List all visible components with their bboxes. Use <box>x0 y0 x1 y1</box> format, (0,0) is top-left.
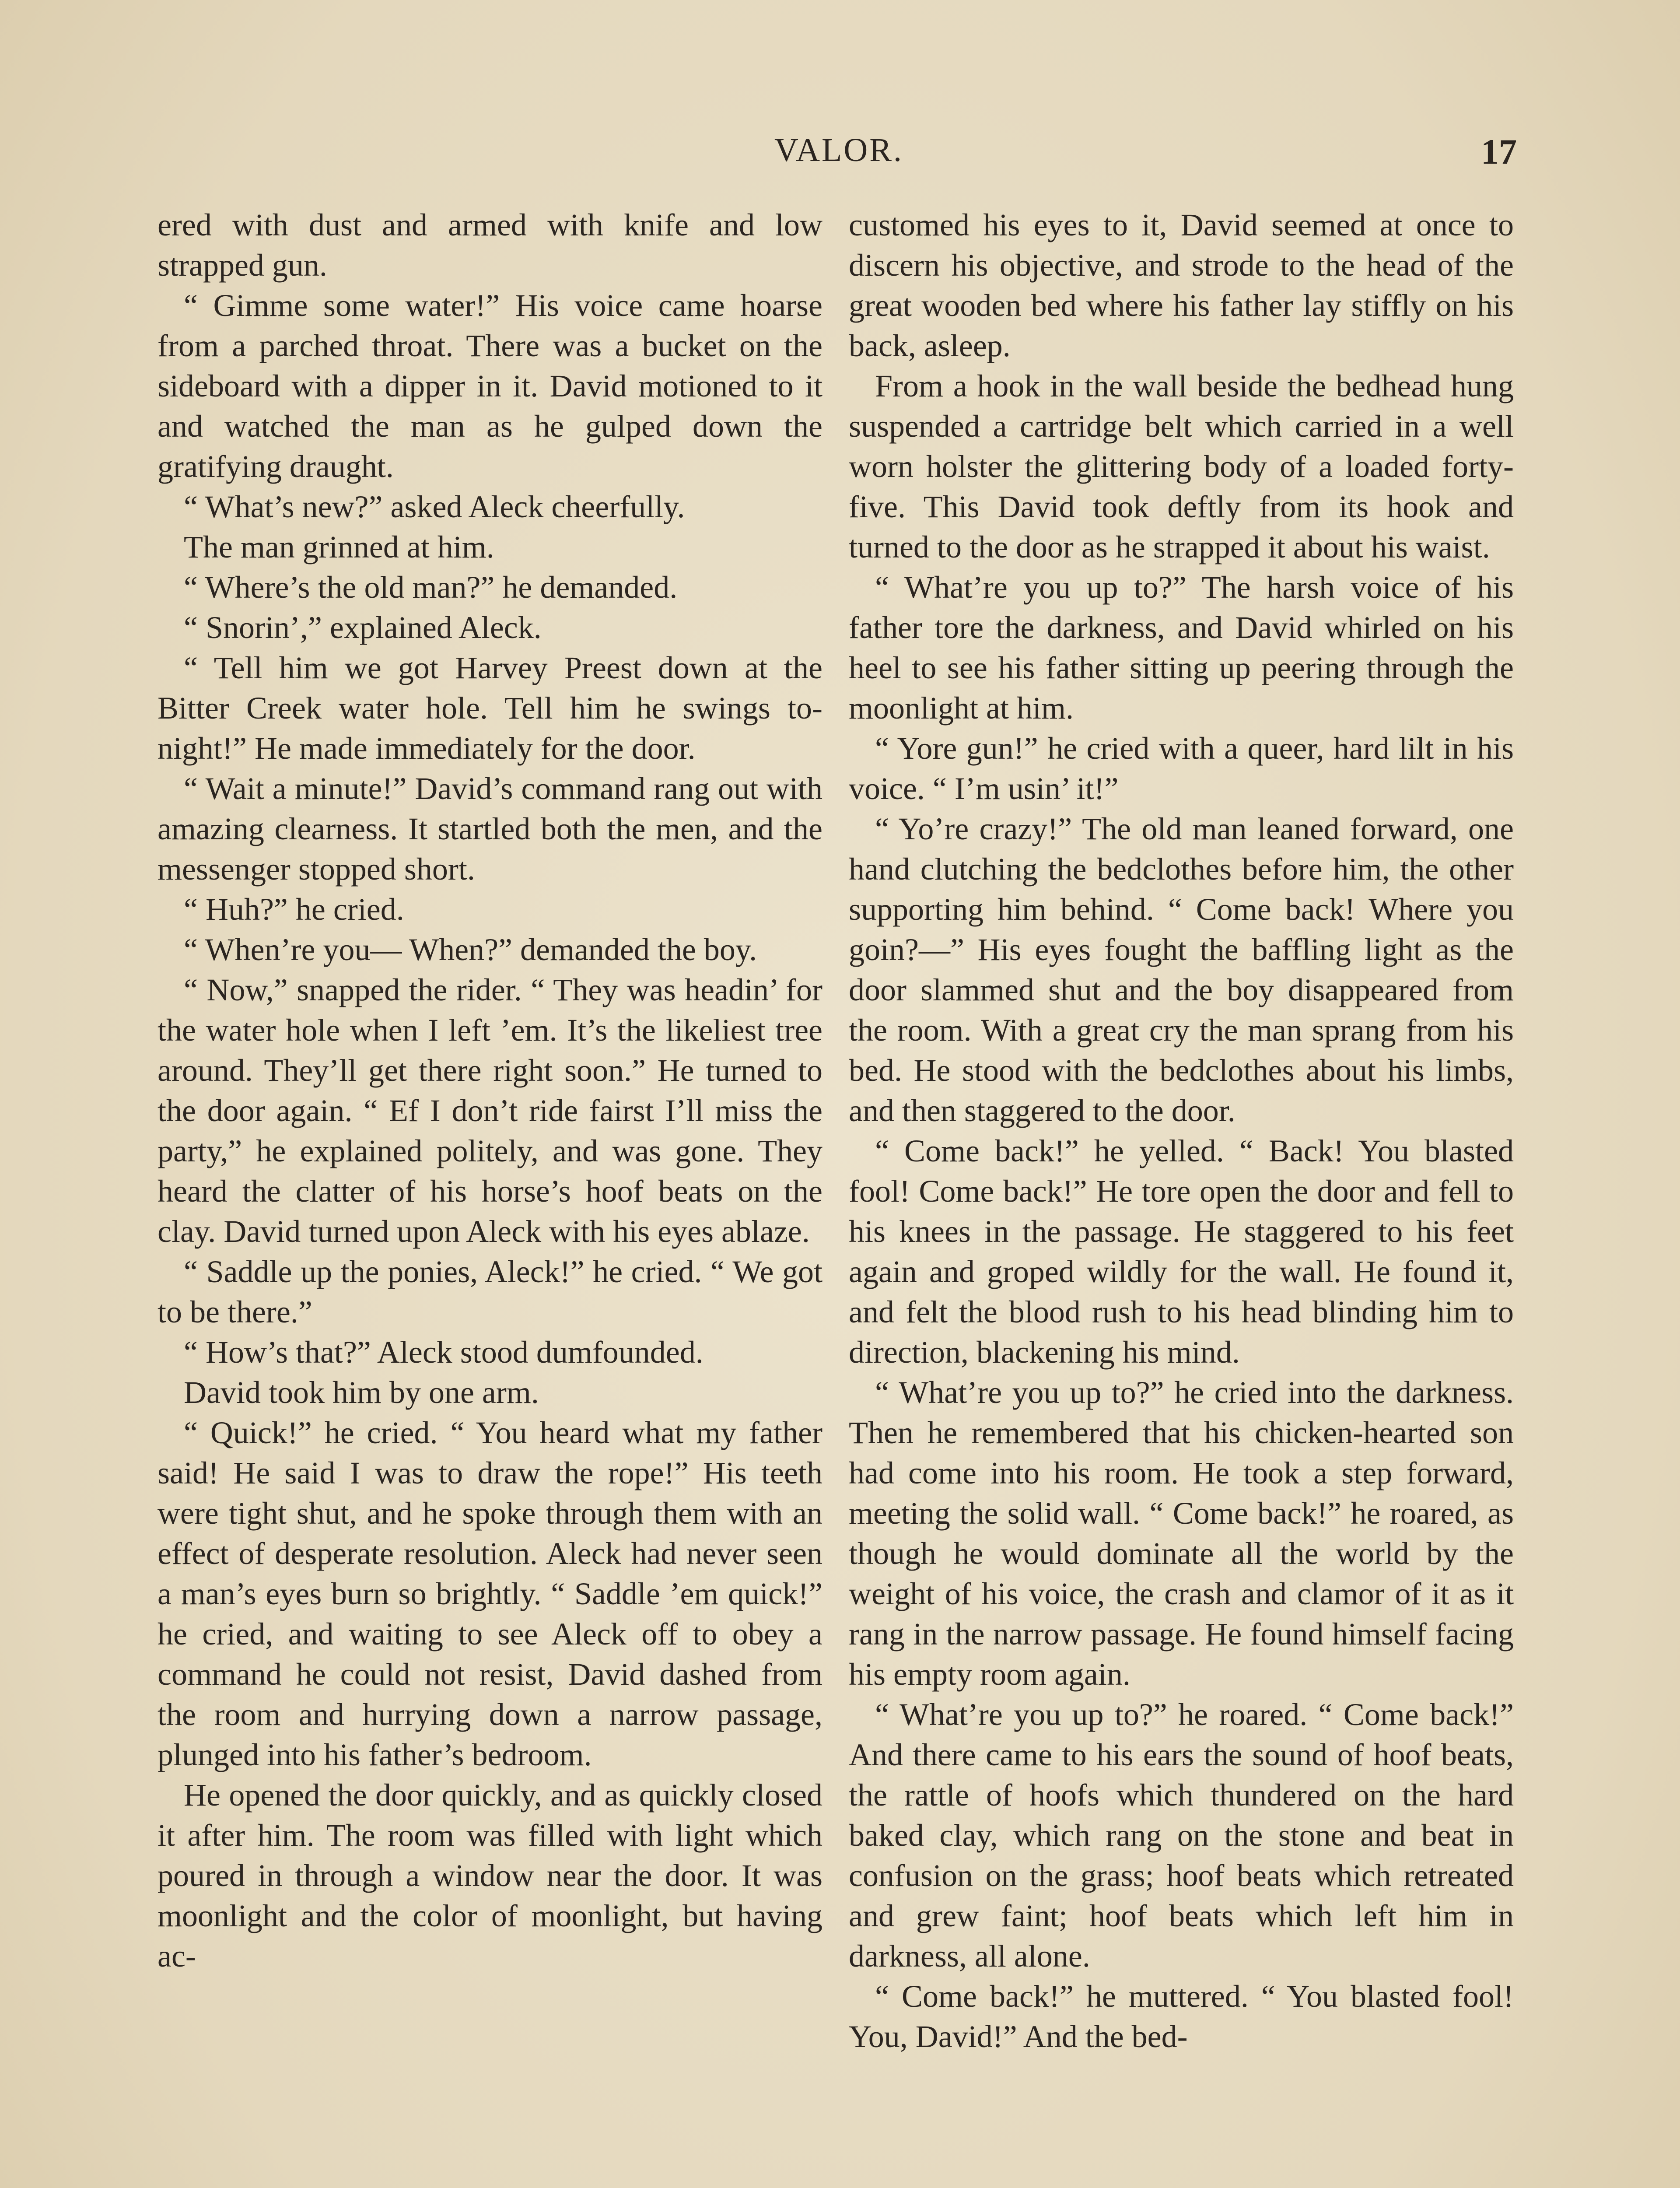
paragraph: ered with dust and armed with knife and low strapped gun. <box>158 207 822 283</box>
paragraph: “ What’re you up to?” he cried into the darkness. Then he remembered that his chicken-hearted son had come into his room. He took a step forward, meeting the solid wall. “ Come back!” he roared, as though he would dominate all the world by the weight of his voice, the crash and clamor of it as it rang in the narrow passage. He found himself facing his empty room again. <box>849 1375 1514 1692</box>
paragraph: “ What’s new?” asked Aleck cheerfully. <box>184 489 685 524</box>
paragraph: “ Gimme some water!” His voice came hoarse from a parched throat. There was a bucket on the sideboard with a dipper in it. David motioned to it and watched the man as he gulped down the gratifying draught. <box>158 288 822 484</box>
paragraph: “ How’s that?” Aleck stood dumfounded. <box>184 1335 704 1370</box>
paragraph: “ Huh?” he cried. <box>184 892 404 927</box>
paragraph: “ Where’s the old man?” he demanded. <box>184 570 678 605</box>
paragraph: The man grinned at him. <box>184 529 494 565</box>
page-number: 17 <box>1481 132 1517 172</box>
paragraph: “ Now,” snapped the rider. “ They was headin’ for the water hole when I left ’em. It’s the likeliest tree around. They’ll get there right soon.” He turned to the door again. “ Ef I don’t ride fairst I’ll miss the party,” he explained politely, and was gone. They heard the clatter of his horse’s hoof beats on the clay. David turned upon Aleck with his eyes ablaze. <box>158 972 822 1249</box>
paragraph: “ When’re you— When?” demanded the boy. <box>184 932 757 967</box>
right-column <box>849 205 1514 2057</box>
paragraph: “ Wait a minute!” David’s command rang out with amazing clearness. It startled both the men, and the messenger stopped short. <box>158 771 822 887</box>
paragraph: “ Quick!” he cried. “ You heard what my father said! He said I was to draw the rope!” His teeth were tight shut, and he spoke through them with an effect of desperate resolution. Aleck had never seen a man’s eyes burn so brightly. “ Saddle ’em quick!” he cried, and waiting to see Aleck off to obey a command he could not resist, David dashed from the room and hurrying down a narrow passage, plunged into his father’s bedroom. <box>158 1415 822 1772</box>
paragraph: “ Yore gun!” he cried with a queer, hard lilt in his voice. “ I’m usin’ it!” <box>849 731 1514 806</box>
paragraph: David took him by one arm. <box>184 1375 539 1410</box>
paragraph: He opened the door quickly, and as quickly closed it after him. The room was filled with light which poured in through a window near the door. It was moonlight and the color of moonlight, but having ac- <box>158 1778 822 1974</box>
paragraph: “ Tell him we got Harvey Preest down at the Bitter Creek water hole. Tell him he swings to-night!” He made immediately for the door. <box>158 650 822 766</box>
paragraph: “ Come back!” he yelled. “ Back! You blasted fool! Come back!” He tore open the door and fell to his knees in the passage. He staggered to his feet again and groped wildly for the wall. He found it, and felt the blood rush to his head blinding him to direction, blackening his mind. <box>849 1133 1514 1370</box>
paragraph: “ Snorin’,” explained Aleck. <box>184 610 542 645</box>
paragraph: “ Saddle up the ponies, Aleck!” he cried. “ We got to be there.” <box>158 1254 822 1329</box>
paragraph: “ Yo’re crazy!” The old man leaned forward, one hand clutching the bedclothes before him, the other supporting him behind. “ Come back! Where you goin?—” His eyes fought the baffling light as the door slammed shut and the boy disappeared from the room. With a great cry the man sprang from his bed. He stood with the bedclothes about his limbs, and then staggered to the door. <box>849 811 1514 1128</box>
paragraph: “ What’re you up to?” The harsh voice of his father tore the darkness, and David whirled on his heel to see his father sitting up peering through the moonlight at him. <box>849 570 1514 726</box>
left-column <box>158 205 822 1976</box>
paragraph: “ Come back!” he muttered. “ You blasted fool! You, David!” And the bed- <box>849 1979 1514 2054</box>
paragraph: From a hook in the wall beside the bedhead hung suspended a cartridge belt which carried in a well worn holster the glittering body of a loaded forty-five. This David took deftly from its hook and turned to the door as he strapped it about his waist. <box>849 368 1514 565</box>
paragraph: “ What’re you up to?” he roared. “ Come back!” And there came to his ears the sound of hoof beats, the rattle of hoofs which thundered on the hard baked clay, which rang on the stone and beat in confusion on the grass; hoof beats which retreated and grew faint; hoof beats which left him in darkness, all alone. <box>849 1697 1514 1974</box>
paragraph: customed his eyes to it, David seemed at once to discern his objective, and strode to the head of the great wooden bed where his father lay stiffly on his back, asleep. <box>849 207 1514 363</box>
running-head: VALOR. <box>774 132 903 168</box>
